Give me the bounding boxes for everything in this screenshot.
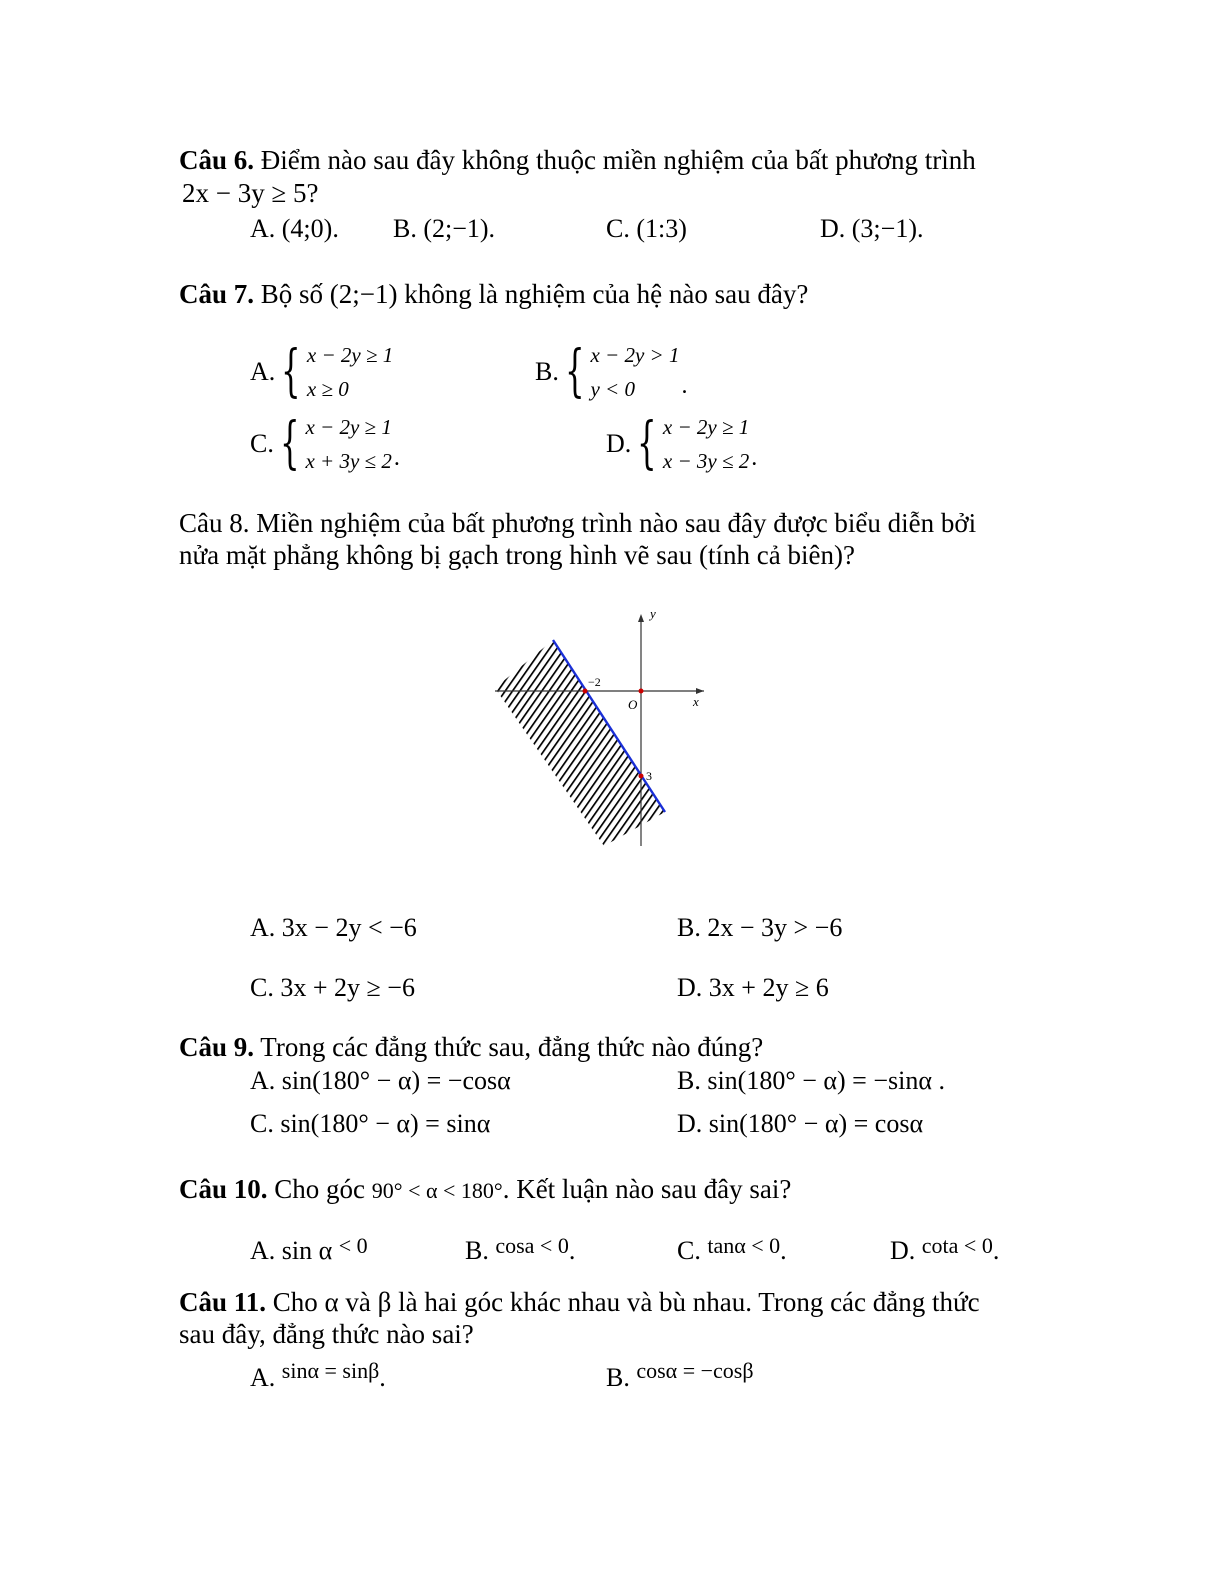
y-intercept-point [639, 774, 644, 779]
q6-text: Điểm nào sau đây không thuộc miền nghiệm của bất phương trình [254, 145, 976, 175]
q10-option-a[interactable] [250, 1230, 368, 1267]
brace-icon: { [279, 411, 300, 476]
option-expr: sinα = sinβ [281, 1358, 380, 1383]
option-tail: . [992, 1236, 1000, 1265]
origin-point [639, 689, 644, 694]
q11-stem-line-2: sau đây, đẳng thức nào sai? [179, 1319, 474, 1349]
q11-label: Câu 11. [179, 1287, 267, 1317]
option-label: C. [677, 1236, 701, 1265]
option-expr: cosa < 0 [495, 1233, 569, 1258]
system-line-2: x ≥ 0 [306, 377, 349, 401]
q8-stem-line-1: Câu 8. Miền nghiệm của bất phương trình nào sau đây được biểu diễn bởi [179, 508, 977, 538]
q10-label: Câu 10. [179, 1174, 268, 1204]
q8-stem-line-2: nửa mặt phẳng không bị gạch trong hình vẽ sau (tính cả biên)? [179, 540, 855, 570]
y-axis-arrow-icon [638, 614, 644, 622]
option-label: A. [250, 1363, 276, 1392]
q7-option-b[interactable] [535, 338, 687, 406]
x-intercept-label: −2 [588, 675, 601, 689]
q7-option-c[interactable] [250, 410, 400, 478]
system-line-1: x − 2y > 1 [590, 343, 680, 367]
option-tail: . [681, 373, 688, 399]
option-expr: cota < 0 [921, 1233, 993, 1258]
q7-option-d[interactable] [606, 410, 757, 478]
q7-stem [179, 278, 808, 310]
option-label: B. [606, 1363, 630, 1392]
q8-option-c[interactable]: C. 3x + 2y ≥ −6 [250, 973, 415, 1002]
system-line-1: x − 2y ≥ 1 [306, 343, 394, 367]
q10-option-b[interactable] [465, 1230, 575, 1267]
q7-option-a[interactable] [250, 338, 395, 406]
q11-option-b[interactable] [606, 1355, 754, 1394]
option-tail: . [751, 445, 758, 471]
option-label: A. [250, 357, 276, 386]
hatched-region [495, 640, 665, 846]
q10-pre: Cho góc [267, 1174, 372, 1204]
q9-text: Trong các đẳng thức sau, đẳng thức nào đúng? [254, 1032, 764, 1062]
q6-option-a[interactable]: A. (4;0). [250, 214, 339, 243]
q11-text-1: Cho α và β là hai góc khác nhau và bù nhau. Trong các đẳng thức [266, 1287, 980, 1317]
q8-graph [480, 600, 720, 850]
q11-stem-line-1 [179, 1286, 980, 1318]
q9-option-b[interactable]: B. sin(180° − α) = −sinα . [677, 1066, 945, 1095]
option-tail: . [393, 445, 400, 471]
q9-label: Câu 9. [179, 1032, 255, 1062]
option-tail: . [379, 1363, 386, 1392]
option-tail: . [780, 1236, 787, 1265]
q9-stem [179, 1031, 763, 1063]
option-expr: cosα = −cosβ [636, 1358, 754, 1383]
option-expr: tanα < 0 [707, 1233, 781, 1258]
q10-option-d[interactable] [890, 1230, 999, 1267]
q10-condition: 90° < α < 180° [371, 1178, 503, 1203]
q8-option-a[interactable]: A. 3x − 2y < −6 [250, 913, 417, 942]
system-line-1: x − 2y ≥ 1 [305, 415, 392, 439]
brace-icon: { [564, 339, 585, 404]
q6-label: Câu 6. [179, 145, 255, 175]
q11-option-a[interactable] [250, 1355, 386, 1394]
system-line-2: y < 0 [590, 377, 635, 401]
q7-text: Bộ số (2;−1) không là nghiệm của hệ nào sau đây? [254, 279, 809, 309]
q8-option-d[interactable]: D. 3x + 2y ≥ 6 [677, 973, 829, 1002]
option-tail: . [568, 1236, 576, 1265]
brace-icon: { [637, 411, 657, 476]
origin-label: O [628, 697, 638, 712]
q6-option-b[interactable]: B. (2;−1). [393, 214, 496, 243]
q8-option-b[interactable]: B. 2x − 3y > −6 [677, 913, 843, 942]
y-axis-label: y [650, 606, 656, 621]
system-line-2: x − 3y ≤ 2 [662, 449, 750, 473]
option-expr: < 0 [338, 1233, 368, 1258]
q6-option-c[interactable]: C. (1:3) [606, 214, 687, 243]
brace-icon: { [281, 339, 301, 404]
x-intercept-point [583, 689, 588, 694]
q6-option-d[interactable]: D. (3;−1). [820, 214, 924, 243]
q6-stem [179, 144, 976, 176]
option-label: C. [250, 429, 274, 458]
y-intercept-label: 3 [646, 769, 652, 783]
q6-inequality: 2x − 3y ≥ 5? [182, 178, 319, 208]
option-label: B. [465, 1236, 489, 1265]
option-label: A. sin α [250, 1236, 333, 1265]
q10-stem [179, 1173, 791, 1207]
q10-option-c[interactable] [677, 1230, 787, 1267]
option-label: B. [535, 357, 559, 386]
system-line-2: x + 3y ≤ 2 [305, 449, 392, 473]
q9-option-c[interactable]: C. sin(180° − α) = sinα [250, 1109, 491, 1138]
q10-post: . Kết luận nào sau đây sai? [502, 1174, 792, 1204]
system-line-1: x − 2y ≥ 1 [662, 415, 750, 439]
q9-option-d[interactable]: D. sin(180° − α) = cosα [677, 1109, 924, 1138]
option-label: D. [606, 429, 632, 458]
q9-option-a[interactable]: A. sin(180° − α) = −cosα [250, 1066, 511, 1095]
x-axis-label: x [693, 694, 699, 709]
q7-label: Câu 7. [179, 279, 255, 309]
option-label: D. [890, 1236, 916, 1265]
